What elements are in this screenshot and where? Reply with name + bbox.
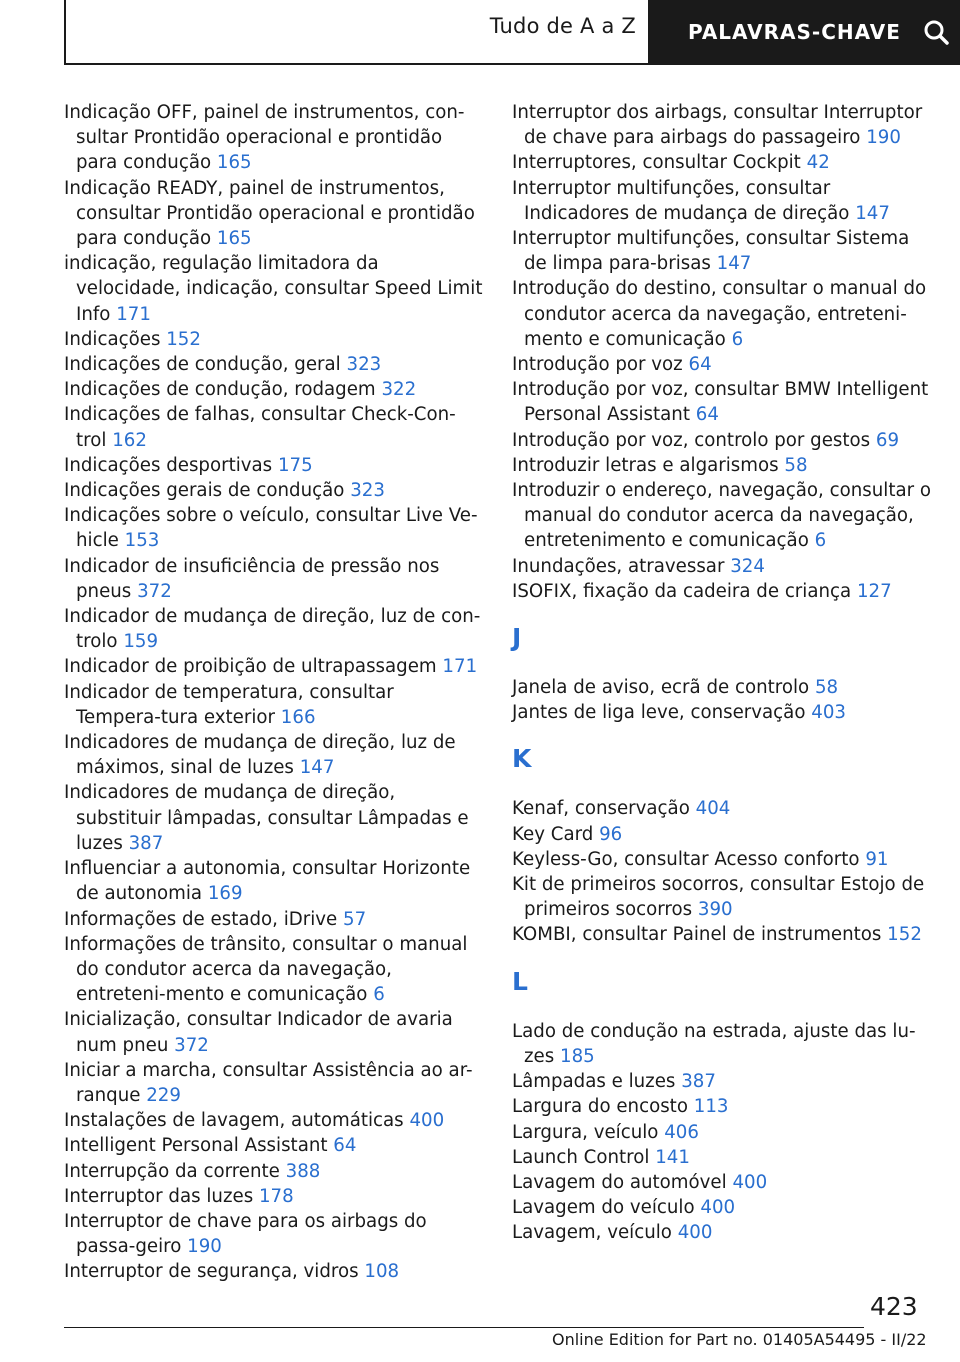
index-entry-text: Instalações de lavagem, automáticas (64, 1110, 404, 1132)
index-entry-page-link[interactable]: 147 (716, 253, 752, 275)
index-column-left (64, 100, 484, 1285)
index-entry (64, 478, 484, 503)
index-entry (512, 822, 932, 847)
index-entry-page-link[interactable]: 400 (700, 1197, 736, 1219)
index-list-i (512, 100, 932, 604)
index-entry-page-link[interactable]: 322 (381, 379, 417, 401)
keyword-tab[interactable] (650, 0, 960, 63)
index-entry-page-link[interactable]: 404 (695, 798, 731, 820)
index-entry (64, 932, 484, 1008)
index-entry-page-link[interactable]: 178 (258, 1185, 294, 1207)
index-entry-text: Informações de trânsito, consultar o manual do condutor acerca da navegação, entreteni-mento e comunicação (64, 933, 468, 1006)
index-entry-text: Jantes de liga leve, conservação (512, 702, 806, 724)
index-entry-page-link[interactable]: 42 (806, 152, 830, 174)
index-entry-page-link[interactable]: 58 (814, 677, 839, 699)
index-entry (64, 1259, 484, 1284)
index-entry (64, 604, 484, 654)
index-entry-text: Lavagem, veículo (512, 1222, 672, 1244)
index-entry-page-link[interactable]: 147 (299, 757, 335, 779)
index-entry-page-link[interactable]: 406 (664, 1121, 699, 1143)
index-entry (512, 847, 932, 872)
index-entry-text: Influenciar a autonomia, consultar Horizonte de autonomia (64, 858, 471, 905)
index-entry-text: Indicações de condução, rodagem (64, 379, 376, 401)
index-entry (512, 428, 932, 453)
index-entry (512, 922, 932, 947)
index-entry-text: KOMBI, consultar Painel de instrumentos (512, 924, 882, 946)
index-entry-text: Interruptor multifunções, consultar Indicadores de mudança de direção (512, 177, 850, 224)
index-entry (64, 100, 484, 176)
index-entry-text: Indicador de temperatura, consultar Tempera-tura exterior (64, 681, 394, 728)
index-entry-text: Inicialização, consultar Indicador de avaria num pneu (64, 1009, 453, 1056)
index-entry-text: Indicador de proibição de ultrapassagem (64, 656, 437, 678)
index-entry-page-link[interactable]: 165 (216, 228, 252, 250)
keyword-tab-label: PALAVRAS-CHAVE (688, 19, 901, 44)
index-entry (512, 579, 932, 604)
footer-rule (64, 1327, 864, 1328)
index-entry-page-link[interactable]: 159 (123, 631, 159, 653)
index-entry (64, 1108, 484, 1133)
index-entry (512, 796, 932, 821)
index-entry-page-link[interactable]: 400 (677, 1222, 713, 1244)
index-entry-page-link[interactable]: 372 (174, 1034, 209, 1056)
index-entry (512, 1170, 932, 1195)
index-entry-text: Introdução do destino, consultar o manual do condutor acerca da navegação, entreteni-mento e comunicação (512, 278, 927, 350)
index-entry-text: Largura, veículo (512, 1121, 659, 1143)
index-entry (512, 1120, 932, 1145)
index-entry-page-link[interactable]: 388 (285, 1160, 321, 1182)
index-entry-page-link[interactable]: 324 (730, 555, 765, 577)
index-entry-text: Largura do encosto (512, 1096, 688, 1118)
index-entry-text: Inundações, atravessar (512, 555, 725, 577)
index-entry-text: Indicações de falhas, consultar Check-Con-trol (64, 404, 456, 451)
index-entry-text: Kit de primeiros socorros, consultar Estojo de primeiros socorros (512, 874, 925, 921)
index-entry (512, 1069, 932, 1094)
index-entry-page-link[interactable]: 127 (856, 580, 892, 602)
index-entry-page-link[interactable]: 108 (364, 1261, 400, 1283)
index-entry-page-link[interactable]: 400 (732, 1171, 768, 1193)
index-entry-text: Indicações sobre o veículo, consultar Live Ve-hicle (64, 505, 478, 552)
index-entry-text: Indicações desportivas (64, 454, 273, 476)
index-entry (512, 675, 932, 700)
index-entry-page-link[interactable]: 175 (277, 454, 313, 476)
index-entry (64, 1007, 484, 1057)
index-entry-text: Informações de estado, iDrive (64, 908, 338, 930)
index-entry-page-link[interactable]: 190 (866, 127, 901, 149)
index-entry-page-link[interactable]: 400 (409, 1110, 445, 1132)
index-entry-text: Interruptor de segurança, vidros (64, 1261, 359, 1283)
index-entry (512, 100, 932, 150)
index-entry-text: Indicadores de mudança de direção, luz de máximos, sinal de luzes (64, 732, 456, 779)
index-entry (64, 1209, 484, 1259)
header-left-rule (64, 0, 66, 65)
index-entry-page-link[interactable]: 152 (887, 924, 922, 946)
index-entry-page-link[interactable]: 6 (373, 984, 385, 1006)
index-letter-k: K (512, 744, 532, 774)
index-entry (64, 402, 484, 452)
index-entry-page-link[interactable]: 403 (811, 702, 846, 724)
index-entry-page-link[interactable]: 64 (688, 354, 712, 376)
index-entry-page-link[interactable]: 147 (855, 202, 890, 224)
index-entry-text: Kenaf, conservação (512, 798, 690, 820)
index-entry-text: Introduzir o endereço, navegação, consultar o manual do condutor acerca da navegação, entretenimento e comunicação (512, 480, 931, 552)
index-entry-page-link[interactable]: 169 (207, 883, 243, 905)
index-entry-text: Interruptores, consultar Cockpit (512, 152, 801, 174)
index-entry-page-link[interactable]: 113 (693, 1096, 729, 1118)
index-entry-page-link[interactable]: 171 (116, 303, 151, 325)
index-entry (512, 150, 932, 175)
index-entry-text: Interruptor de chave para os airbags do passa-geiro (64, 1210, 427, 1258)
index-entry-text: Lavagem do veículo (512, 1197, 695, 1219)
index-entry-text: Interruptor multifunções, consultar Sistema de limpa para-brisas (512, 228, 910, 275)
index-entry (512, 872, 932, 922)
index-entry-page-link[interactable]: 387 (128, 832, 164, 854)
index-entry (512, 1220, 932, 1245)
index-entry-text: Indicação READY, painel de instrumentos, consultar Prontidão operacional e prontidão para condução (64, 177, 475, 250)
search-icon (923, 19, 949, 45)
index-entry (512, 1094, 932, 1119)
index-entry-text: Lado de condução na estrada, ajuste das lu-zes (512, 1020, 916, 1067)
index-entry-text: Introdução por voz, controlo por gestos (512, 429, 871, 451)
index-list-left (64, 100, 484, 1285)
index-entry (64, 377, 484, 402)
index-entry-page-link[interactable]: 58 (784, 454, 808, 476)
index-entry (512, 478, 932, 554)
index-entry-text: Interruptor das luzes (64, 1185, 254, 1207)
index-entry-page-link[interactable]: 57 (343, 908, 367, 930)
index-entry (512, 700, 932, 725)
index-entry-text: indicação, regulação limitadora da velocidade, indicação, consultar Speed Limit Info (64, 253, 483, 325)
index-letter-l: L (512, 966, 528, 996)
index-entry-page-link[interactable]: 162 (112, 429, 147, 451)
index-entry (64, 1133, 484, 1158)
index-entry-text: Indicador de insuficiência de pressão nos pneus (64, 555, 440, 602)
index-entry-page-link[interactable]: 6 (814, 530, 827, 552)
index-entry-text: Intelligent Personal Assistant (64, 1135, 328, 1157)
index-entry-page-link[interactable]: 153 (124, 530, 160, 552)
index-entry (512, 276, 932, 352)
index-entry (64, 780, 484, 856)
index-entry-text: Introdução por voz, consultar BMW Intelligent Personal Assistant (512, 379, 929, 426)
index-entry-page-link[interactable]: 171 (442, 656, 478, 678)
index-letter-j: J (512, 623, 522, 653)
index-entry-page-link[interactable]: 152 (166, 328, 201, 350)
index-entry (64, 680, 484, 730)
index-entry-page-link[interactable]: 165 (216, 152, 252, 174)
footer-edition: Online Edition for Part no. 01405A54495 - II/22 (552, 1330, 927, 1349)
index-entry-text: Interruptor dos airbags, consultar Interruptor de chave para airbags do passageiro (512, 102, 923, 149)
index-entry (512, 1019, 932, 1069)
index-entry-page-link[interactable]: 229 (146, 1084, 181, 1106)
index-entry (64, 176, 484, 252)
index-entry (64, 1058, 484, 1108)
index-entry-text: Keyless-Go, consultar Acesso conforto (512, 848, 860, 870)
index-entry (64, 503, 484, 553)
index-entry-page-link[interactable]: 190 (187, 1236, 222, 1258)
index-entry (64, 251, 484, 327)
index-entry-page-link[interactable]: 390 (697, 899, 733, 921)
index-entry-text: Key Card (512, 823, 594, 845)
index-entry (512, 453, 932, 478)
index-entry-page-link[interactable]: 141 (655, 1146, 690, 1168)
index-entry-page-link[interactable]: 64 (695, 404, 719, 426)
index-entry (64, 327, 484, 352)
index-entry-page-link[interactable]: 6 (731, 328, 744, 350)
index-entry-page-link[interactable]: 96 (599, 823, 623, 845)
index-entry-text: Lâmpadas e luzes (512, 1071, 676, 1093)
index-entry (512, 176, 932, 226)
index-entry-page-link[interactable]: 69 (875, 429, 900, 451)
index-entry-text: Indicador de mudança de direção, luz de con-trolo (64, 606, 481, 653)
index-entry (64, 1184, 484, 1209)
index-entry (512, 226, 932, 276)
index-entry-page-link[interactable]: 64 (333, 1135, 357, 1157)
index-entry-text: Indicações de condução, geral (64, 354, 341, 376)
page-number: 423 (870, 1292, 918, 1321)
header-rule (64, 63, 960, 65)
index-entry (512, 554, 932, 579)
index-entry-page-link[interactable]: 323 (346, 354, 382, 376)
index-entry-text: Indicações (64, 328, 161, 350)
index-entry-page-link[interactable]: 185 (560, 1045, 595, 1067)
index-entry (512, 352, 932, 377)
index-entry-text: Iniciar a marcha, consultar Assistência ao ar-ranque (64, 1059, 473, 1106)
index-entry-page-link[interactable]: 323 (350, 480, 385, 502)
index-entry-text: ISOFIX, fixação da cadeira de criança (512, 580, 852, 602)
index-list-k (512, 796, 932, 947)
index-entry-text: Indicação OFF, painel de instrumentos, con-sultar Prontidão operacional e prontidão para condução (64, 102, 465, 174)
index-entry (64, 352, 484, 377)
index-entry (512, 377, 932, 427)
index-entry-text: Launch Control (512, 1146, 650, 1168)
index-entry-page-link[interactable]: 91 (865, 848, 889, 870)
index-entry (64, 856, 484, 906)
index-entry-text: Janela de aviso, ecrã de controlo (512, 677, 810, 699)
index-entry-text: Lavagem do automóvel (512, 1171, 727, 1193)
index-entry (64, 907, 484, 932)
index-entry-page-link[interactable]: 166 (280, 706, 316, 728)
index-column-right (512, 100, 932, 1246)
index-entry (64, 654, 484, 679)
index-entry-text: Introdução por voz (512, 354, 683, 376)
section-tab[interactable]: Tudo de A a Z (489, 14, 636, 38)
index-entry (512, 1145, 932, 1170)
index-entry (512, 1195, 932, 1220)
index-entry (64, 453, 484, 478)
index-entry (64, 554, 484, 604)
index-entry-text: Interrupção da corrente (64, 1160, 280, 1182)
index-entry (64, 1159, 484, 1184)
index-entry-text: Introduzir letras e algarismos (512, 454, 779, 476)
index-list-j (512, 675, 932, 725)
index-entry-text: Indicações gerais de condução (64, 480, 345, 502)
index-entry-page-link[interactable]: 372 (137, 580, 172, 602)
index-entry-page-link[interactable]: 387 (681, 1071, 716, 1093)
index-list-l (512, 1019, 932, 1246)
index-entry (64, 730, 484, 780)
index-entry-text: Indicadores de mudança de direção, substituir lâmpadas, consultar Lâmpadas e luzes (64, 782, 469, 854)
